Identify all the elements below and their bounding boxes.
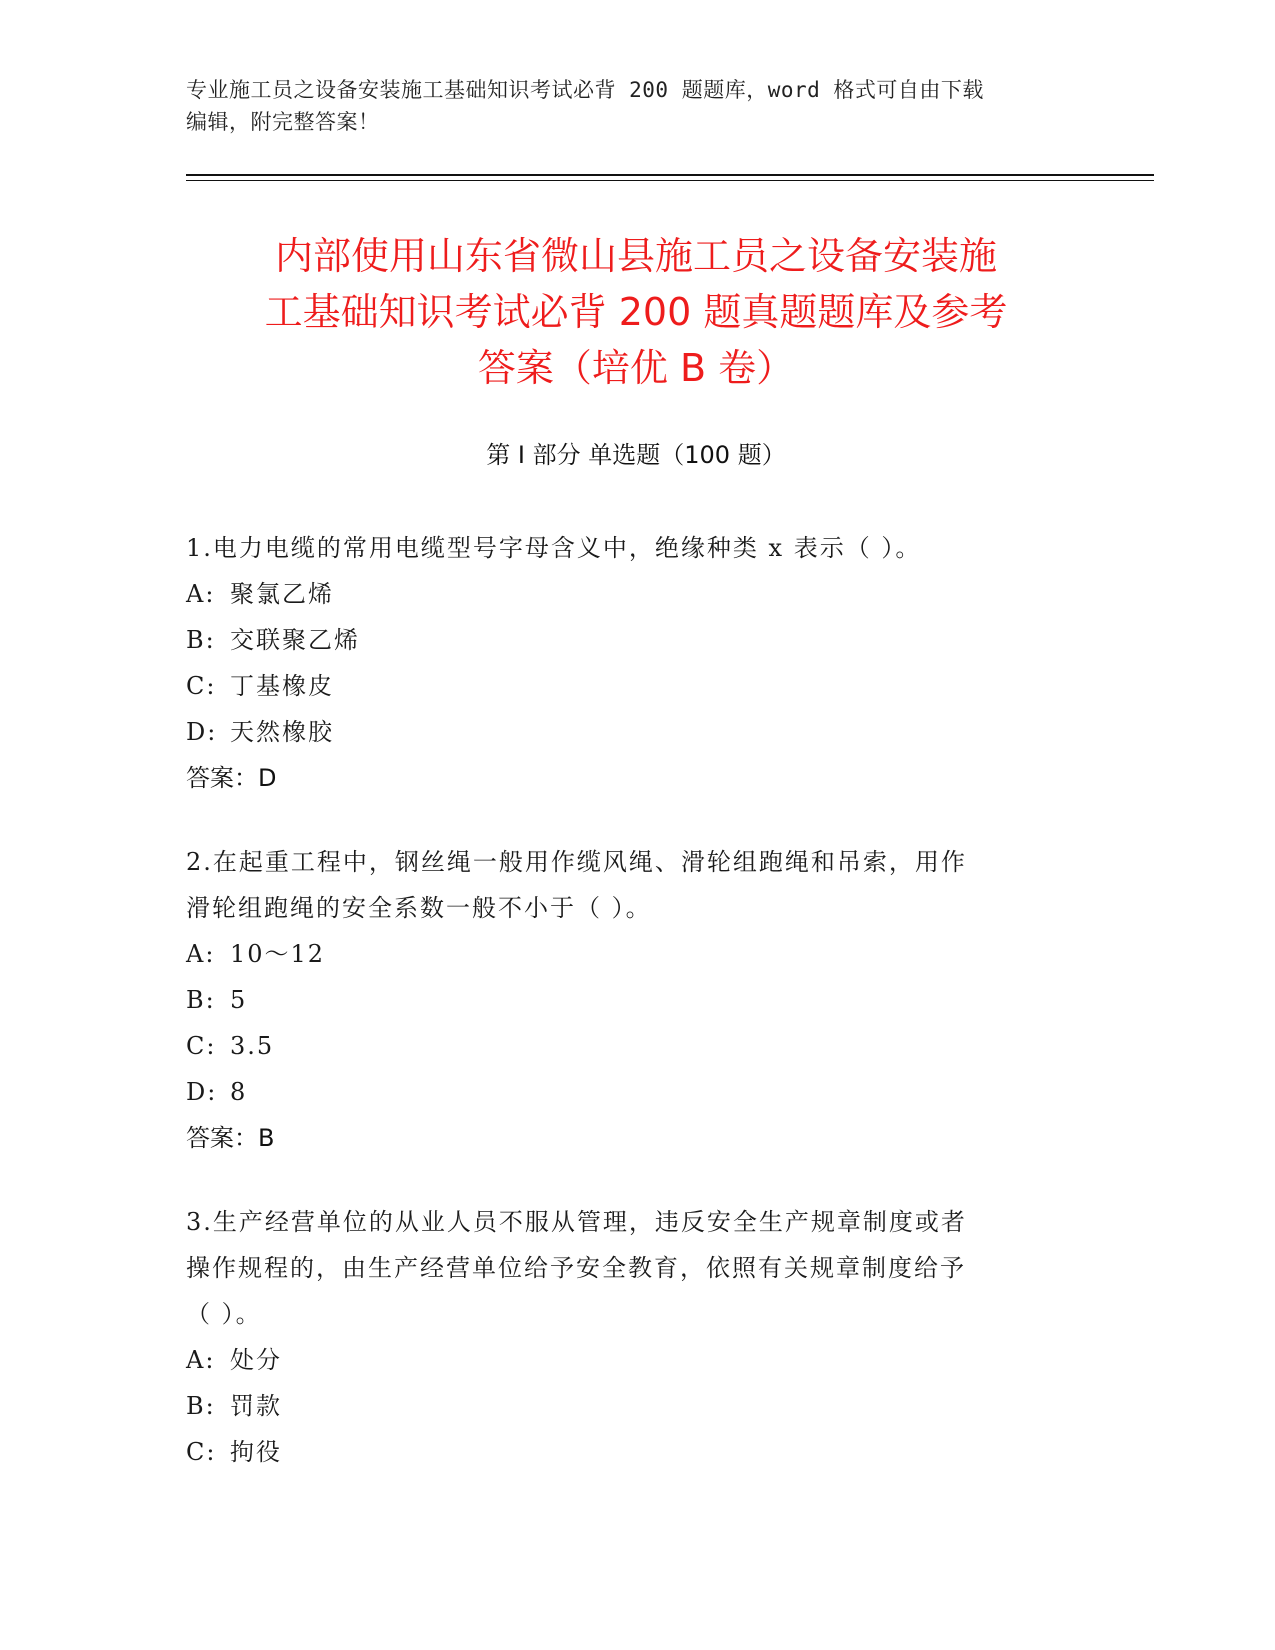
option-text: 3.5 xyxy=(230,1032,275,1060)
option-text: 天然橡胶 xyxy=(230,718,334,746)
document-title xyxy=(186,228,1086,396)
option-key: C: xyxy=(186,1438,217,1466)
header-note xyxy=(186,74,1086,138)
document-title-line-3: 答案（培优 B 卷） xyxy=(477,346,795,390)
header-rule-thick xyxy=(186,174,1154,176)
option-b xyxy=(186,1383,1056,1429)
header-note-line-1: 专业施工员之设备安装施工基础知识考试必背 200 题题库，word 格式可自由下载 xyxy=(186,78,984,102)
header-rule-thin xyxy=(186,180,1154,181)
option-key: B: xyxy=(186,626,216,654)
option-text: 处分 xyxy=(230,1346,282,1374)
option-c xyxy=(186,663,1056,709)
option-d xyxy=(186,1069,1056,1115)
option-a xyxy=(186,1337,1056,1383)
option-key: B: xyxy=(186,986,216,1014)
option-b xyxy=(186,977,1056,1023)
option-d xyxy=(186,709,1056,755)
question-stem-line: 2.在起重工程中，钢丝绳一般用作缆风绳、滑轮组跑绳和吊索，用作 xyxy=(186,848,967,876)
option-key: D: xyxy=(186,718,218,746)
option-key: B: xyxy=(186,1392,216,1420)
option-key: A: xyxy=(186,940,216,968)
option-text: 拘役 xyxy=(230,1438,282,1466)
option-text: 5 xyxy=(230,986,248,1014)
option-key: A: xyxy=(186,1346,216,1374)
option-b xyxy=(186,617,1056,663)
question-list xyxy=(186,525,1056,1513)
document-title-line-2: 工基础知识考试必背 200 题真题题库及参考 xyxy=(264,290,1008,334)
answer-line: 答案：B xyxy=(186,1124,275,1152)
question-stem-line: 滑轮组跑绳的安全系数一般不小于（ ）。 xyxy=(186,894,652,922)
option-text: 罚款 xyxy=(230,1392,282,1420)
option-c xyxy=(186,1429,1056,1475)
option-key: C: xyxy=(186,1032,217,1060)
option-key: A: xyxy=(186,580,216,608)
option-key: D: xyxy=(186,1078,218,1106)
document-title-line-1: 内部使用山东省微山县施工员之设备安装施 xyxy=(274,234,997,278)
question-3 xyxy=(186,1199,1056,1475)
option-a xyxy=(186,571,1056,617)
answer-line: 答案：D xyxy=(186,764,277,792)
question-stem-line: （ ）。 xyxy=(186,1300,262,1328)
question-1 xyxy=(186,525,1056,801)
option-a xyxy=(186,931,1056,977)
option-text: 聚氯乙烯 xyxy=(230,580,334,608)
question-stem-line: 3.生产经营单位的从业人员不服从管理，违反安全生产规章制度或者 xyxy=(186,1208,967,1236)
question-stem-line: 操作规程的，由生产经营单位给予安全教育，依照有关规章制度给予 xyxy=(186,1254,966,1282)
section-heading: 第 I 部分 单选题（100 题） xyxy=(486,441,786,469)
option-key: C: xyxy=(186,672,217,700)
question-stem-line: 1.电力电缆的常用电缆型号字母含义中，绝缘种类 x 表示（ ）。 xyxy=(186,534,922,562)
option-text: 10～12 xyxy=(230,940,326,968)
question-2 xyxy=(186,839,1056,1161)
option-text: 8 xyxy=(230,1078,248,1106)
option-text: 丁基橡皮 xyxy=(230,672,334,700)
header-note-line-2: 编辑，附完整答案！ xyxy=(186,110,380,134)
option-c xyxy=(186,1023,1056,1069)
option-text: 交联聚乙烯 xyxy=(230,626,360,654)
